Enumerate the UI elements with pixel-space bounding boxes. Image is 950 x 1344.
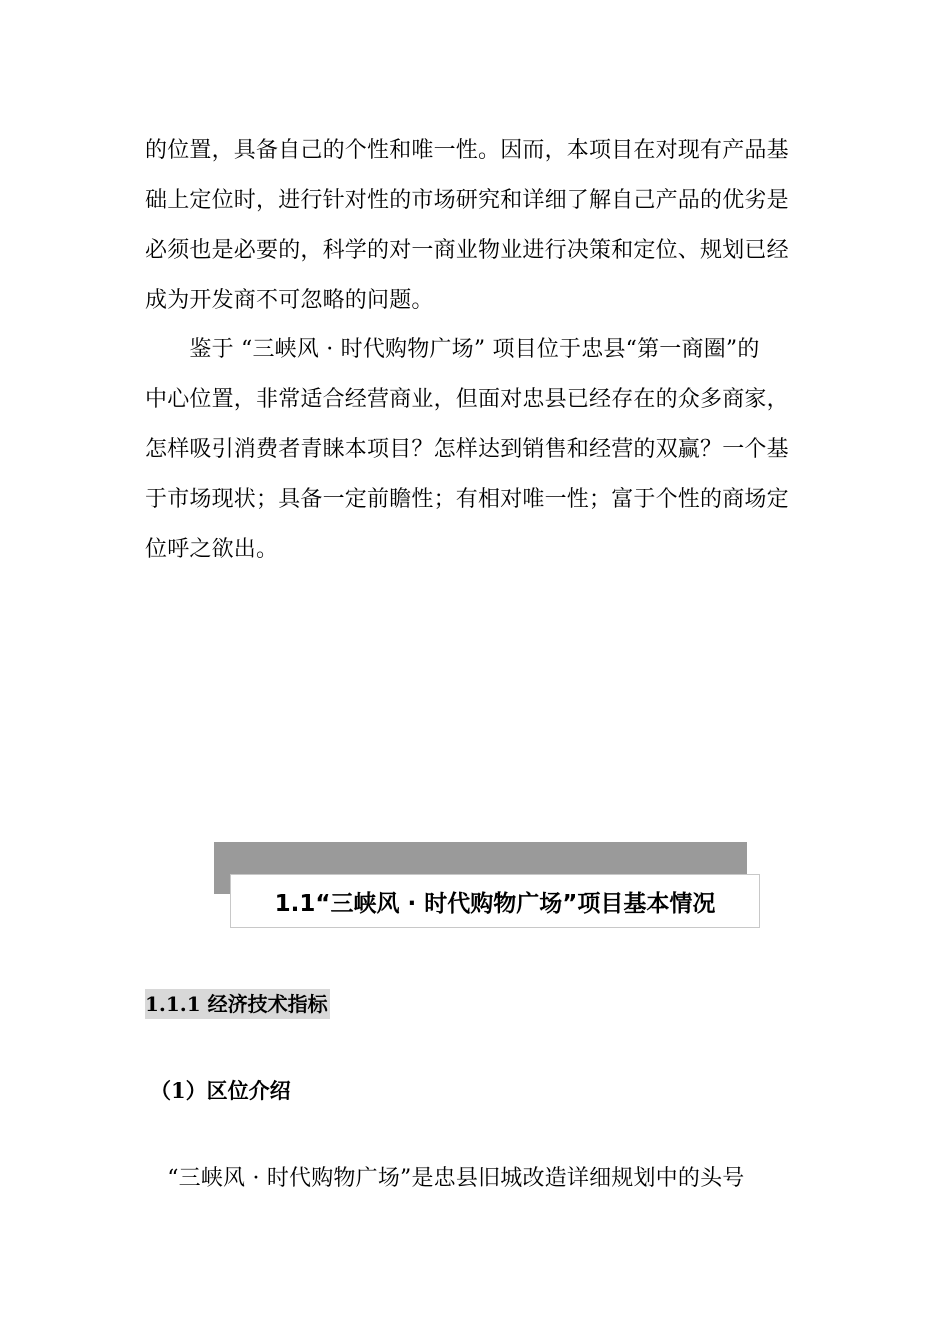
text-line: “三峡风 · 时代购物广场”是忠县旧城改造详细规划中的头号	[145, 1166, 745, 1191]
text-line: 鉴于 “三峡风 · 时代购物广场” 项目位于忠县“第一商圈”的	[145, 337, 760, 362]
text-line: 位呼之欲出。	[145, 537, 279, 562]
text-line: 成为开发商不可忽略的问题。	[145, 288, 434, 313]
text-line: 础上定位时，进行针对性的市场研究和详细了解自己产品的优劣是	[145, 188, 789, 213]
text-line: 必须也是必要的，科学的对一商业物业进行决策和定位、规划已经	[145, 238, 789, 263]
text-line: 于市场现状；具备一定前瞻性；有相对唯一性；富于个性的商场定	[145, 487, 789, 512]
section-heading-text: 1.1“三峡风 · 时代购物广场”项目基本情况	[274, 890, 716, 917]
subsection-heading: 1.1.1 经济技术指标	[145, 989, 330, 1019]
text-line: 的位置，具备自己的个性和唯一性。因而，本项目在对现有产品基	[145, 138, 789, 163]
text-line: 怎样吸引消费者青睐本项目？怎样达到销售和经营的双赢？一个基	[145, 437, 789, 462]
section-heading	[230, 874, 760, 928]
text-line: 中心位置，非常适合经营商业，但面对忠县已经存在的众多商家，	[145, 387, 789, 412]
item-heading: （1）区位介绍	[150, 1078, 291, 1103]
